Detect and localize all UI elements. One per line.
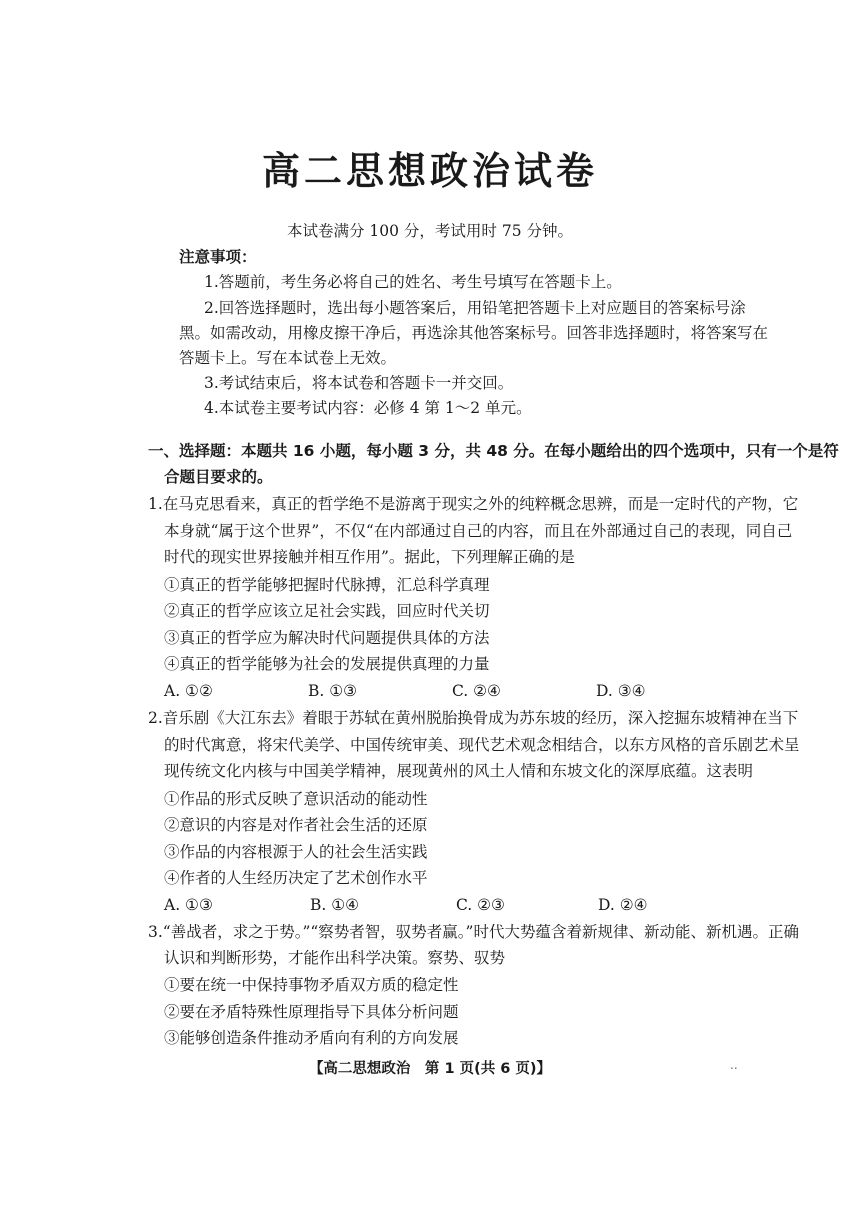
notice-line: 答题卡上。写在本试卷上无效。 (179, 349, 397, 367)
section-heading: 一、选择题：本题共 16 小题，每小题 3 分，共 48 分。在每小题给出的四个选项中，只有一个是符 (148, 442, 839, 460)
question-2-item: ②意识的内容是对作者社会生活的还原 (164, 816, 428, 834)
question-1-option-c: C. ②④ (452, 682, 501, 700)
question-2-option-d: D. ②④ (598, 896, 648, 914)
notice-heading: 注意事项： (179, 248, 257, 266)
question-2-item: ④作者的人生经历决定了艺术创作水平 (164, 869, 428, 887)
question-3-item: ③能够创造条件推动矛盾向有利的方向发展 (164, 1029, 459, 1047)
question-1-stem: 1.在马克思看来，真正的哲学绝不是游离于现实之外的纯粹概念思辨，而是一定时代的产物，它 (148, 495, 799, 513)
question-3-item: ①要在统一中保持事物矛盾双方质的稳定性 (164, 976, 459, 994)
question-3-item: ②要在矛盾特殊性原理指导下具体分析问题 (164, 1003, 459, 1021)
question-1-stem: 本身就“属于这个世界”，不仅“在内部通过自己的内容，而且在外部通过自己的表现，同自己 (164, 522, 793, 540)
question-2-stem: 的时代寓意，将宋代美学、中国传统审美、现代艺术观念相结合，以东方风格的音乐剧艺术呈 (164, 736, 800, 754)
question-1-item: ④真正的哲学能够为社会的发展提供真理的力量 (164, 655, 490, 673)
exam-title: 高二思想政治试卷 (261, 149, 598, 193)
question-2-stem: 现传统文化内核与中国美学精神，展现黄州的风土人情和东坡文化的深厚底蕴。这表明 (164, 762, 754, 780)
question-1-stem: 时代的现实世界接触并相互作用”。据此，下列理解正确的是 (164, 548, 575, 566)
footer-mark: .. (730, 1058, 738, 1072)
question-1-option-b: B. ①③ (308, 682, 358, 700)
question-2-option-b: B. ①④ (310, 896, 360, 914)
notice-line: 3.考试结束后，将本试卷和答题卡一并交回。 (204, 374, 514, 392)
question-3-stem: 3.“善战者，求之于势。”“察势者智，驭势者赢。”时代大势蕴含着新规律、新动能、新机遇。正确 (148, 923, 799, 941)
question-1-item: ②真正的哲学应该立足社会实践，回应时代关切 (164, 602, 490, 620)
question-2-item: ③作品的内容根源于人的社会生活实践 (164, 843, 428, 861)
exam-subtitle: 本试卷满分 100 分，考试用时 75 分钟。 (286, 222, 574, 240)
notice-line: 1.答题前，考生务必将自己的姓名、考生号填写在答题卡上。 (204, 273, 622, 291)
question-1-item: ①真正的哲学能够把握时代脉搏，汇总科学真理 (164, 576, 490, 594)
question-1-item: ③真正的哲学应为解决时代问题提供具体的方法 (164, 629, 490, 647)
notice-line: 4.本试卷主要考试内容：必修 4 第 1～2 单元。 (204, 399, 532, 417)
question-2-option-a: A. ①③ (164, 896, 213, 914)
question-2-option-c: C. ②③ (456, 896, 505, 914)
page-footer: 【高二思想政治 第 1 页(共 6 页)】 (308, 1061, 552, 1077)
question-1-option-d: D. ③④ (596, 682, 646, 700)
question-2-item: ①作品的形式反映了意识活动的能动性 (164, 790, 428, 808)
question-2-stem: 2.音乐剧《大江东去》着眼于苏轼在黄州脱胎换骨成为苏东坡的经历，深入挖掘东坡精神在当下 (148, 709, 799, 727)
notice-line: 黑。如需改动，用橡皮擦干净后，再选涂其他答案标号。回答非选择题时，将答案写在 (179, 324, 769, 342)
question-1-option-a: A. ①② (164, 682, 213, 700)
notice-line: 2.回答选择题时，选出每小题答案后，用铅笔把答题卡上对应题目的答案标号涂 (204, 299, 746, 317)
section-heading-cont: 合题目要求的。 (164, 468, 273, 486)
question-3-stem: 认识和判断形势，才能作出科学决策。察势、驭势 (164, 949, 506, 967)
